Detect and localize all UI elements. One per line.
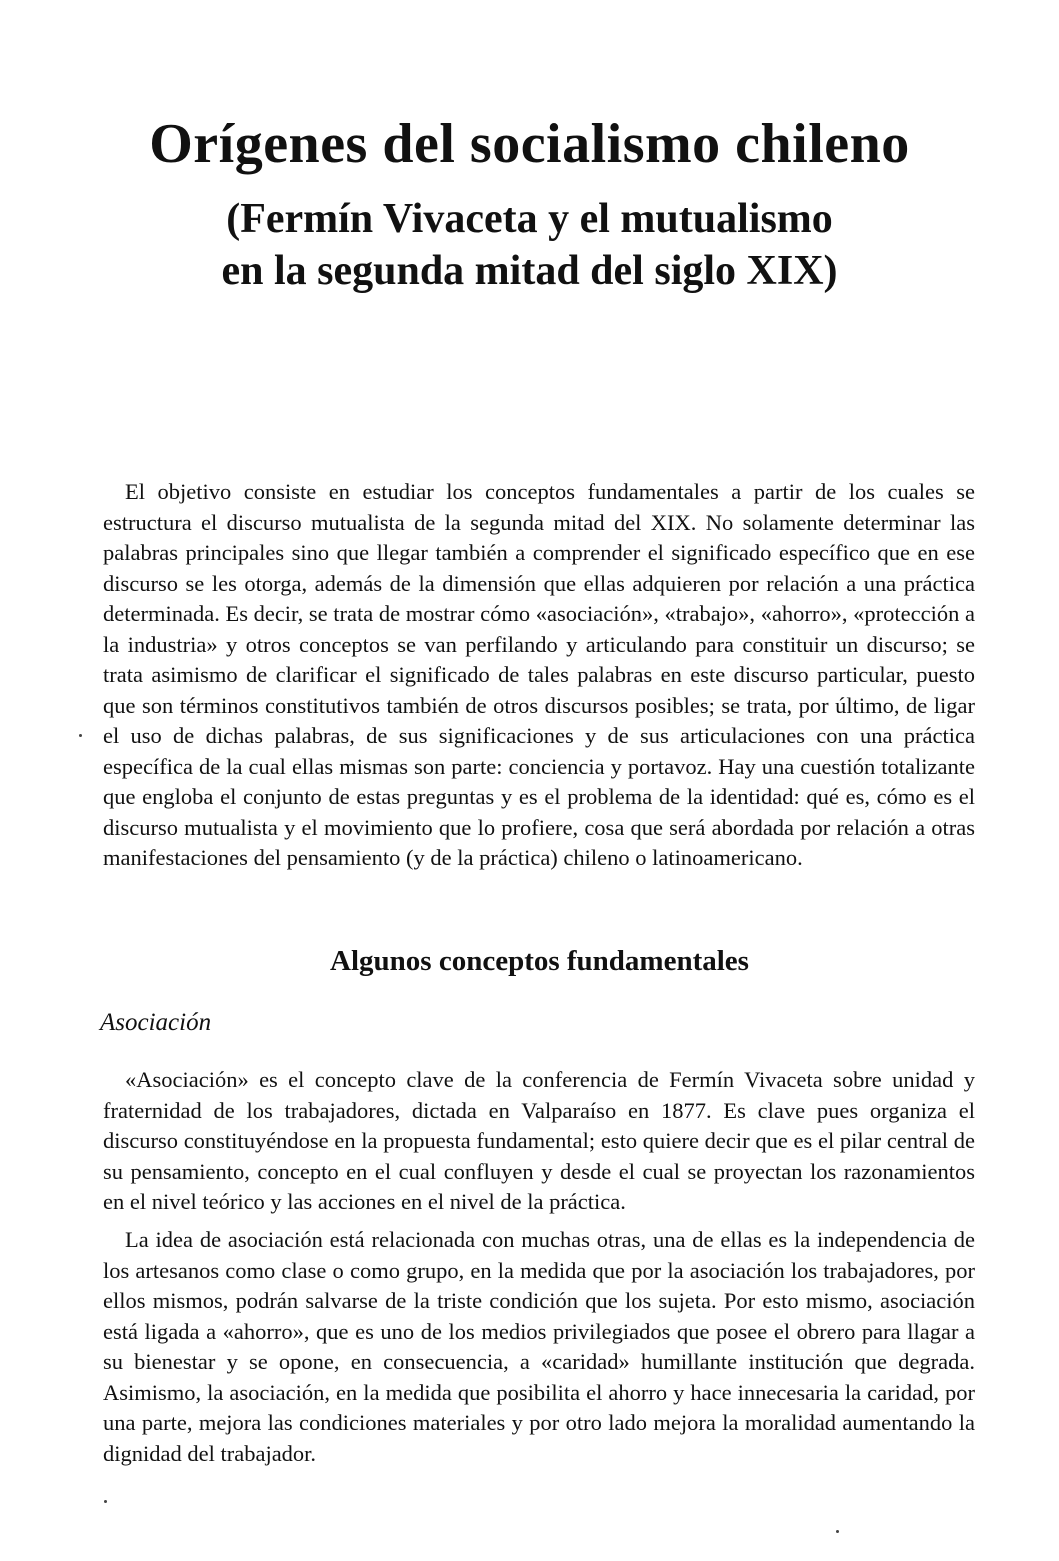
subsection-heading: Asociación [100,1009,212,1036]
scan-speck [79,734,82,737]
subtitle-line-1: (Fermín Vivaceta y el mutualismo [226,196,833,242]
body-paragraph-1: «Asociación» es el concepto clave de la conferencia de Fermín Vivaceta sobre unidad y fraternidad de los trabajadores, dictada en Valparaíso en 1877. Es clave pues organiza el discurso constituyéndose en la propuesta fundamental; esto quiere decir que es el pilar central de su pensamiento, concepto en el cual confluyen y desde el cual se proyectan los razonamientos en el nivel teórico y las acciones en el nivel de la práctica. [103,1067,975,1214]
page-title: Orígenes del socialismo chileno [149,113,910,175]
intro-paragraph: El objetivo consiste en estudiar los conceptos fundamentales a partir de los cuales se estructura el discurso mutualista de la segunda mitad del XIX. No solamente determinar las palabras principales sino que llegar también a comprender el significado específico que en ese discurso se les otorga, además de la dimensión que ellas adquieren por relación a una práctica determinada. Es decir, se trata de mostrar cómo «asociación», «trabajo», «ahorro», «protección a la industria» y otros conceptos se van perfilando y articulando para constituir un discurso; se trata asimismo de clarificar el significado de tales palabras en este discurso particular, puesto que son términos constitutivos también de otros discursos posibles; se trata, por último, de ligar el uso de dichas palabras, de sus significaciones y de sus articulaciones con una práctica específica de la cual ellas mismas son parte: conciencia y portavoz. Hay una cuestión totalizante que engloba el conjunto de estas preguntas y es el problema de la identidad: qué es, cómo es el discurso mutualista y el movimiento que lo profiere, cosa que será abordada por relación a otras manifestaciones del pensamiento (y de la práctica) chileno o latinoamericano. [103,479,975,870]
section-heading: Algunos conceptos fundamentales [330,945,749,977]
scan-speck [836,1530,839,1533]
body-paragraph-2: La idea de asociación está relacionada con muchas otras, una de ellas es la independencia de los artesanos como clase o como grupo, en la medida que por la asociación los trabajadores, por ellos mismos, podrán salvarse de la triste condición que los sujeta. Por esto mismo, asociación está ligada a «ahorro», que es uno de los medios privilegiados que posee el obrero para llagar a su bienestar y se opone, en consecuencia, a «caridad» humillante institución que degrada. Asimismo, la asociación, en la medida que posibilita el ahorro y hace innecesaria la caridad, por una parte, mejora las condiciones materiales y por otro lado mejora la moralidad aumentando la dignidad del trabajador. [103,1227,975,1466]
subtitle-line-2: en la segunda mitad del siglo XIX) [221,248,838,294]
scan-speck [104,1500,107,1503]
